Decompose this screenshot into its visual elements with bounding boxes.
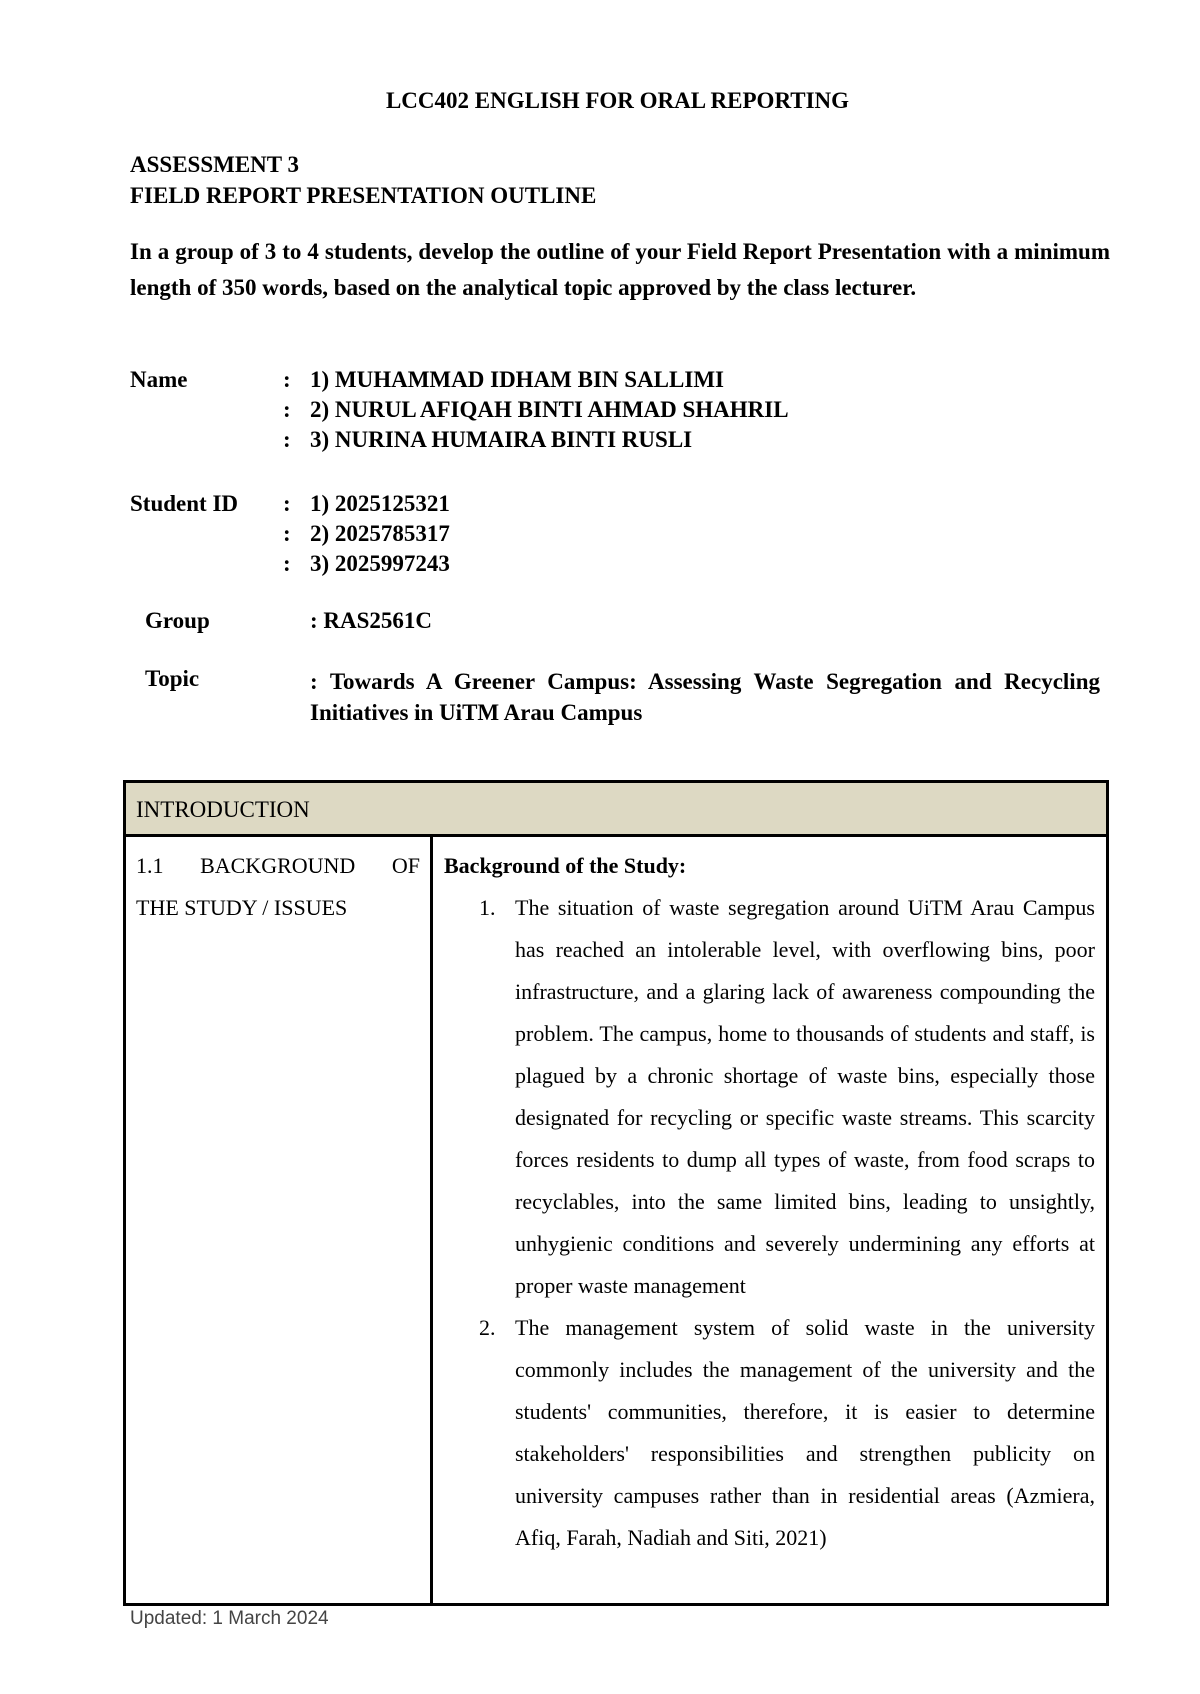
list-item bbox=[444, 1307, 1095, 1559]
student-id-label: Student ID bbox=[130, 491, 239, 516]
student-id-3: 3) 2025997243 bbox=[310, 551, 450, 576]
name-label: Name bbox=[130, 367, 188, 392]
section-label-line-2: THE STUDY / ISSUES bbox=[136, 895, 348, 920]
student-id-colon-3: : bbox=[283, 551, 291, 576]
section-content-cell bbox=[433, 837, 1106, 1603]
background-list bbox=[444, 887, 1095, 1559]
assessment-number: ASSESSMENT 3 bbox=[130, 152, 299, 177]
student-id-1: 1) 2025125321 bbox=[310, 491, 450, 516]
group-value: : RAS2561C bbox=[310, 608, 433, 633]
table-row bbox=[126, 837, 1106, 1603]
student-id-colon-1: : bbox=[283, 491, 291, 516]
course-title: LCC402 ENGLISH FOR ORAL REPORTING bbox=[385, 88, 850, 113]
member-name-3: 3) NURINA HUMAIRA BINTI RUSLI bbox=[310, 427, 693, 452]
group-label: Group bbox=[145, 608, 210, 633]
section-label-cell bbox=[126, 837, 433, 1603]
assessment-heading bbox=[130, 149, 596, 211]
list-item-number: 2. bbox=[479, 1315, 496, 1340]
topic-label: Topic bbox=[145, 666, 200, 691]
background-heading: Background of the Study: bbox=[444, 853, 687, 878]
list-item-text: The management system of solid waste in the university commonly includes the management of the university and the students' communities, therefore, it is easier to determine stakeholders' responsibilities and strengthen publicity on university campuses rather than in residential areas (Azmiera, Afiq, Farah, Nadiah and Siti, 2021) bbox=[515, 1315, 1095, 1550]
assessment-title: FIELD REPORT PRESENTATION OUTLINE bbox=[130, 183, 597, 208]
section-label-line-1: 1.1 BACKGROUND OF bbox=[136, 853, 420, 878]
updated-footer: Updated: 1 March 2024 bbox=[130, 1608, 329, 1629]
list-item-text: The situation of waste segregation around UiTM Arau Campus has reached an intolerable level, with overflowing bins, poor infrastructure, and a glaring lack of awareness compounding the problem. The campus, home to thousands of students and staff, is plagued by a chronic shortage of waste bins, especially those designated for recycling or specific waste streams. This scarcity forces residents to dump all types of waste, from food scraps to recyclables, into the same limited bins, leading to unsightly, unhygienic conditions and severely undermining any efforts at proper waste management bbox=[515, 895, 1095, 1298]
name-colon-2: : bbox=[283, 397, 291, 422]
student-id-colon-2: : bbox=[283, 521, 291, 546]
name-colon-1: : bbox=[283, 367, 291, 392]
outline-table bbox=[123, 780, 1109, 1606]
name-colon-3: : bbox=[283, 427, 291, 452]
list-item-number: 1. bbox=[479, 895, 496, 920]
student-id-2: 2) 2025785317 bbox=[310, 521, 450, 546]
member-name-2: 2) NURUL AFIQAH BINTI AHMAD SHAHRIL bbox=[310, 397, 789, 422]
member-name-1: 1) MUHAMMAD IDHAM BIN SALLIMI bbox=[310, 367, 724, 392]
list-item bbox=[444, 887, 1095, 1307]
topic-value: : Towards A Greener Campus: Assessing Waste Segregation and Recycling Initiatives in UiTM Arau Campus bbox=[310, 669, 1100, 725]
instructions-paragraph: In a group of 3 to 4 students, develop the outline of your Field Report Presentation with a minimum length of 350 words, based on the analytical topic approved by the class lecturer. bbox=[130, 239, 1110, 300]
introduction-header: INTRODUCTION bbox=[126, 783, 1106, 837]
